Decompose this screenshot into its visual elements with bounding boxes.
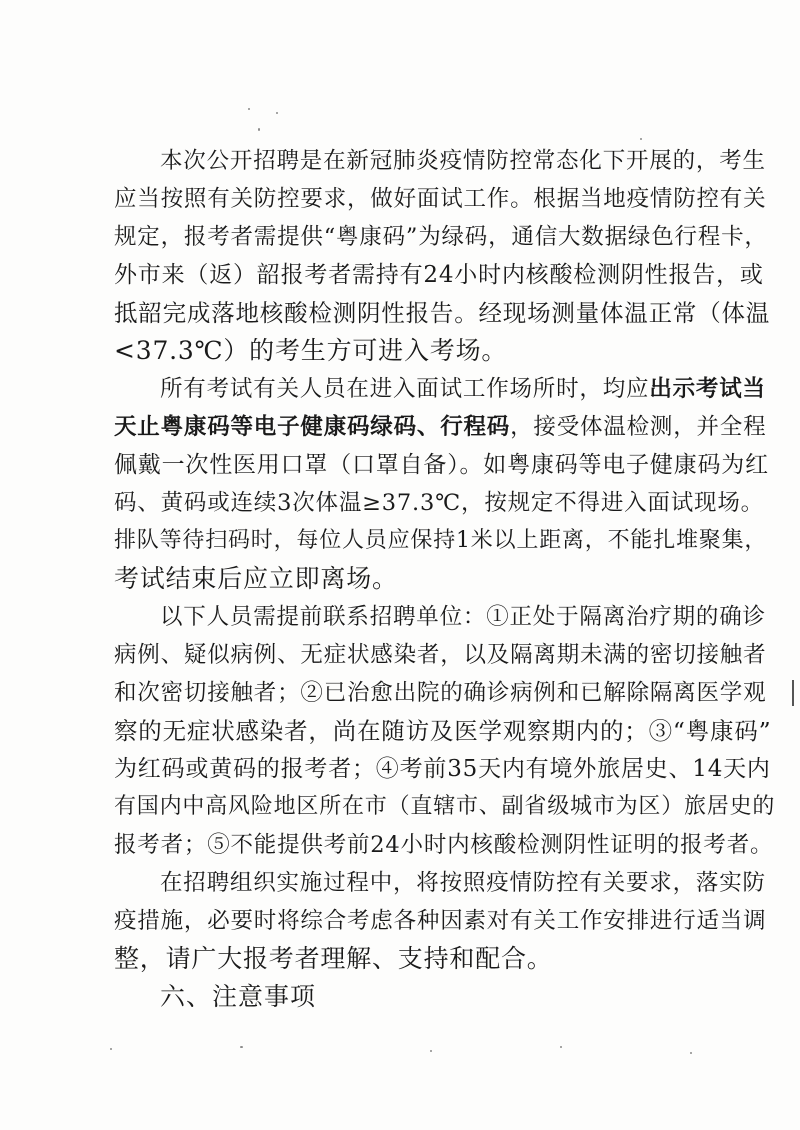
text-line: 察的无症状感染者，尚在随访及医学观察期内的；③“粤康码” bbox=[114, 717, 772, 745]
text-line: 规定，报考者需提供“粤康码”为绿码，通信大数据绿色行程卡， bbox=[114, 224, 768, 250]
scan-edge-mark bbox=[792, 680, 794, 706]
text-line bbox=[114, 412, 766, 442]
text-line: 佩戴一次性医用口罩（口罩自备）。如粤康码等电子健康码为红 bbox=[114, 452, 769, 478]
text-line: 抵韶完成落地核酸检测阴性报告。经现场测量体温正常（体温 bbox=[114, 299, 771, 327]
scan-speck bbox=[110, 1048, 112, 1050]
text-line: 排队等待扫码时，每位人员应保持1米以上距离，不能扎堆聚集， bbox=[114, 528, 768, 553]
scan-speck bbox=[240, 1046, 243, 1048]
scan-speck bbox=[640, 138, 642, 140]
text-line: 为红码或黄码的报考者；④考前35天内有境外旅居史、14天内 bbox=[114, 756, 771, 782]
text-line: 以下人员需提前联系招聘单位：①正处于隔离治疗期的确诊 bbox=[160, 604, 766, 630]
text-bold-emphasis: 天止粤康码等电子健康码绿码、行程码 bbox=[114, 414, 511, 440]
text-line: 报考者；⑤不能提供考前24小时内核酸检测阴性证明的报考者。 bbox=[114, 832, 774, 858]
scan-speck bbox=[430, 1050, 432, 1052]
text-line: 码、黄码或连续3次体温≥37.3℃，按规定不得进入面试现场。 bbox=[114, 490, 764, 516]
text-plain: 所有考试有关人员在进入面试工作场所时，均应 bbox=[160, 376, 650, 402]
scan-speck bbox=[690, 1052, 692, 1054]
text-line: 疫措施，必要时将综合考虑各种因素对有关工作安排进行适当调 bbox=[114, 908, 767, 934]
scan-speck bbox=[560, 1046, 562, 1048]
scan-speck bbox=[248, 108, 250, 110]
text-line: 外市来（返）韶报考者需持有24小时内核酸检测阴性报告，或 bbox=[114, 262, 764, 288]
text-line bbox=[160, 374, 766, 404]
text-line: 本次公开招聘是在新冠肺炎疫情防控常态化下开展的，考生 bbox=[160, 148, 766, 174]
scan-speck bbox=[258, 128, 260, 131]
text-line: <37.3℃）的考生方可进入考场。 bbox=[114, 336, 508, 365]
text-line: 整，请广大报考者理解、支持和配合。 bbox=[114, 944, 553, 973]
text-line: 有国内中高风险地区所在市（直辖市、副省级城市为区）旅居史的 bbox=[114, 794, 776, 819]
text-bold-emphasis: 出示考试当 bbox=[649, 376, 766, 402]
text-line: 和次密切接触者；②已治愈出院的确诊病例和已解除隔离医学观 bbox=[114, 680, 767, 706]
scan-speck bbox=[276, 112, 278, 114]
text-line: 考试结束后应立即离场。 bbox=[114, 564, 398, 593]
text-line: 在招聘组织实施过程中，将按照疫情防控有关要求，落实防 bbox=[160, 870, 766, 896]
text-line: 病例、疑似病例、无症状感染者，以及隔离期未满的密切接触者 bbox=[114, 642, 767, 668]
section-heading: 六、注意事项 bbox=[160, 982, 317, 1011]
text-line: 应当按照有关防控要求，做好面试工作。根据当地疫情防控有关 bbox=[114, 186, 767, 212]
text-plain: ，接受体温检测，并全程 bbox=[510, 414, 767, 440]
